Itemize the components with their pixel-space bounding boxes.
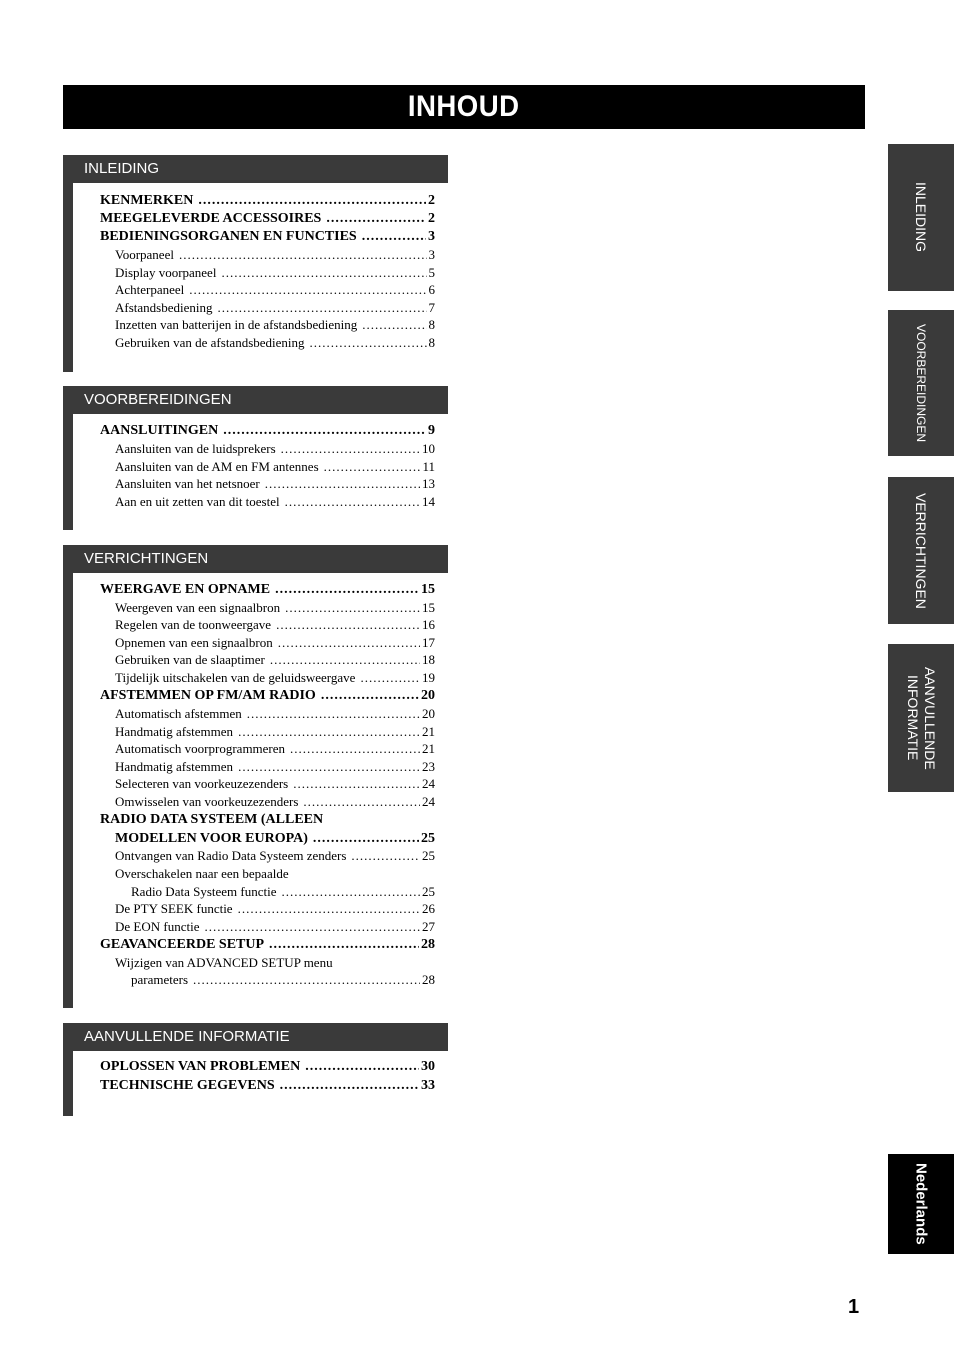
toc-entry[interactable]: Opnemen van een signaalbron ..... 17 <box>115 635 435 651</box>
toc-entry[interactable]: Automatisch voorprogrammeren ..... 21 <box>115 741 435 757</box>
toc-entry[interactable]: Display voorpaneel ..... 5 <box>115 265 435 281</box>
toc-entry[interactable]: Tijdelijk uitschakelen van de geluidsweergave ..... 19 <box>115 670 435 686</box>
toc-entry[interactable]: AFSTEMMEN OP FM/AM RADIO ..... 20 <box>100 688 435 704</box>
toc-entry[interactable]: Radio Data Systeem functie ..... 25 <box>131 884 435 900</box>
page-title: INHOUD <box>408 90 520 123</box>
toc-entry[interactable]: TECHNISCHE GEGEVENS ..... 33 <box>100 1078 435 1094</box>
page-title-bar <box>63 85 865 129</box>
toc-entry[interactable]: Inzetten van batterijen in de afstandsbediening ..... 8 <box>115 317 435 333</box>
toc-entry[interactable]: Gebruiken van de afstandsbediening ..... 8 <box>115 335 435 351</box>
toc-entry[interactable]: BEDIENINGSORGANEN EN FUNCTIES ..... 3 <box>100 229 435 245</box>
toc-entry[interactable]: WEERGAVE EN OPNAME ..... 15 <box>100 582 435 598</box>
page-number: 1 <box>848 1296 860 1318</box>
toc-entry[interactable]: AANSLUITINGEN ..... 9 <box>100 423 435 439</box>
side-tab-verrichtingen[interactable]: VERRICHTINGEN <box>888 477 954 624</box>
toc-entry[interactable]: MEEGELEVERDE ACCESSOIRES ..... 2 <box>100 211 435 227</box>
toc-entry[interactable]: Aansluiten van het netsnoer ..... 13 <box>115 476 435 492</box>
section-inleiding <box>63 155 448 372</box>
toc-entry[interactable]: Aan en uit zetten van dit toestel ..... 14 <box>115 494 435 510</box>
section-header: INLEIDING <box>63 155 448 183</box>
toc-entry[interactable]: Selecteren van voorkeuzezenders ..... 24 <box>115 776 435 792</box>
section-voorbereidingen <box>63 386 448 530</box>
side-tab-inleiding[interactable]: INLEIDING <box>888 144 954 291</box>
toc-entry[interactable]: Aansluiten van de luidsprekers ..... 10 <box>115 441 435 457</box>
section-header: AANVULLENDE INFORMATIE <box>63 1023 448 1051</box>
toc-entry[interactable]: Omwisselen van voorkeuzezenders ..... 24 <box>115 794 435 810</box>
toc-entry[interactable]: MODELLEN VOOR EUROPA) ..... 25 <box>115 831 435 847</box>
toc-entry[interactable]: Afstandsbediening ..... 7 <box>115 300 435 316</box>
toc-entry[interactable]: Aansluiten van de AM en FM antennes ..... 11 <box>115 459 435 475</box>
toc-entry[interactable]: Regelen van de toonweergave ..... 16 <box>115 617 435 633</box>
toc-entry[interactable]: De EON functie ..... 27 <box>115 919 435 935</box>
toc-entry[interactable]: Wijzigen van ADVANCED SETUP menu <box>115 955 333 970</box>
language-tab[interactable]: Nederlands <box>888 1154 954 1254</box>
side-tab-aanvullende-informatie[interactable]: AANVULLENDE INFORMATIE <box>888 644 954 792</box>
toc-entry[interactable]: Automatisch afstemmen ..... 20 <box>115 706 435 722</box>
side-tab-voorbereidingen[interactable]: VOORBEREIDINGEN <box>888 310 954 456</box>
toc-entry[interactable]: Voorpaneel ..... 3 <box>115 247 435 263</box>
section-header: VOORBEREIDINGEN <box>63 386 448 414</box>
toc-entry[interactable]: Handmatig afstemmen ..... 23 <box>115 759 435 775</box>
toc-entry[interactable]: GEAVANCEERDE SETUP ..... 28 <box>100 937 435 953</box>
toc-entry[interactable]: Gebruiken van de slaaptimer ..... 18 <box>115 652 435 668</box>
toc-entry[interactable]: Overschakelen naar een bepaalde <box>115 866 289 881</box>
toc-entry[interactable]: OPLOSSEN VAN PROBLEMEN ..... 30 <box>100 1059 435 1075</box>
toc-entry[interactable]: Ontvangen van Radio Data Systeem zenders ..... 25 <box>115 848 435 864</box>
toc-entry[interactable]: RADIO DATA SYSTEEM (ALLEEN <box>100 812 324 827</box>
toc-entry[interactable]: De PTY SEEK functie ..... 26 <box>115 901 435 917</box>
toc-entry[interactable]: KENMERKEN ..... 2 <box>100 193 435 209</box>
section-header: VERRICHTINGEN <box>63 545 448 573</box>
toc-entry[interactable]: Weergeven van een signaalbron ..... 15 <box>115 600 435 616</box>
section-aanvullende-informatie <box>63 1023 448 1116</box>
toc-entry[interactable]: Handmatig afstemmen ..... 21 <box>115 724 435 740</box>
toc-entry[interactable]: Achterpaneel ..... 6 <box>115 282 435 298</box>
section-verrichtingen <box>63 545 448 1008</box>
toc-entry[interactable]: parameters ..... 28 <box>131 972 435 988</box>
